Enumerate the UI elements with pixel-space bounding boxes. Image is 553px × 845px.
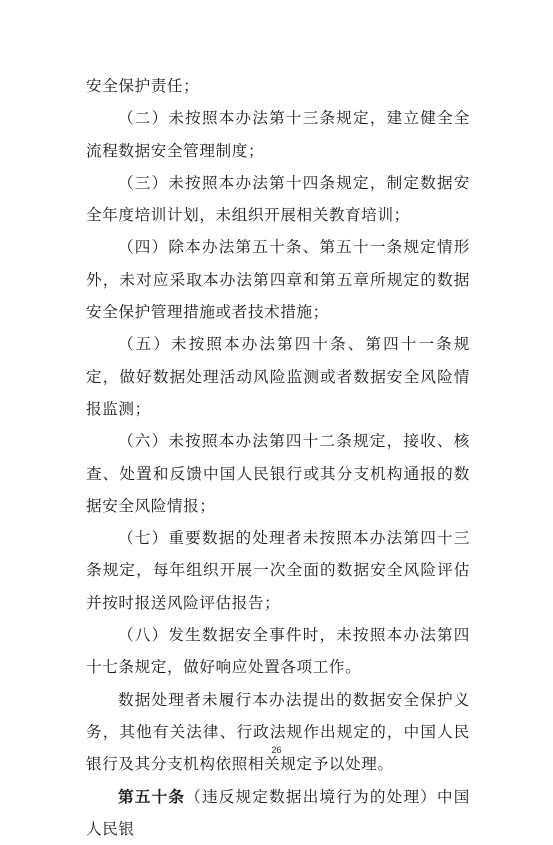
paragraph-item-3: （三）未按照本办法第十四条规定，制定数据安全年度培训计划，未组织开展相关教育培训；	[86, 173, 470, 225]
document-body	[86, 70, 470, 845]
article-paragraph	[86, 781, 470, 845]
paragraph-item-6: （六）未按照本办法第四十二条规定，接收、核查、处置和反馈中国人民银行或其分支机构通报的数据安全风险情报；	[86, 432, 470, 515]
paragraph-continuation: 安全保护责任；	[86, 77, 200, 95]
paragraph-item-2: （二）未按照本办法第十三条规定，建立健全全流程数据安全管理制度；	[86, 109, 470, 160]
paragraph-obligations: 数据处理者未履行本办法提出的数据安全保护义务，其他有关法律、行政法规作出规定的，中国人民银行及其分支机构依照相关规定予以处理。	[86, 690, 470, 774]
paragraph-item-8: （八）发生数据安全事件时，未按照本办法第四十七条规定，做好响应处置各项工作。	[86, 626, 470, 677]
page-number: 26	[271, 745, 282, 755]
paragraph-item-4: （四）除本办法第五十条、第五十一条规定情形外，未对应采取本办法第四章和第五章所规定的数据安全保护管理措施或者技术措施；	[86, 238, 470, 322]
paragraph-item-7: （七）重要数据的处理者未按照本办法第四十三条规定，每年组织开展一次全面的数据安全风险评估并按时报送风险评估报告；	[86, 529, 470, 612]
article-heading: 第五十条	[118, 787, 186, 806]
article-text: （违反规定数据出境行为的处理）中国人民银	[86, 787, 471, 838]
paragraph-item-5: （五）未按照本办法第四十条、第四十一条规定，做好数据处理活动风险监测或者数据安全风险情报监测；	[86, 335, 470, 418]
